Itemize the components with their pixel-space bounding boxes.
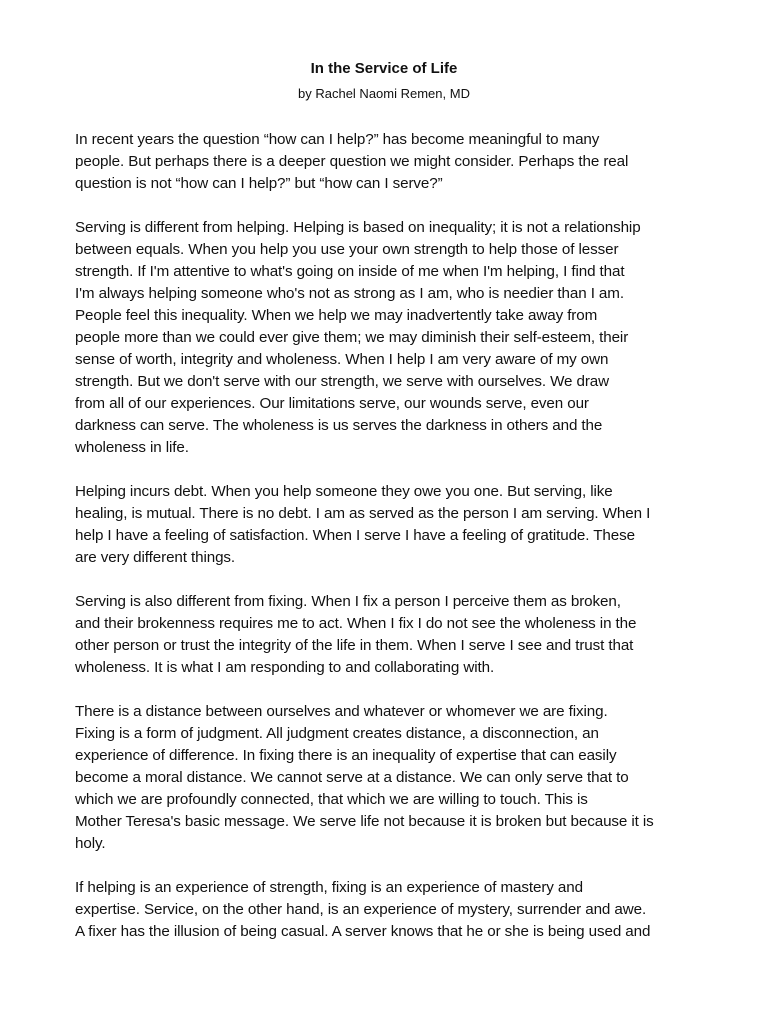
text-line: Serving is different from helping. Helping is based on inequality; it is not a relationship bbox=[75, 219, 641, 236]
paragraph bbox=[75, 591, 695, 679]
text-line: people. But perhaps there is a deeper question we might consider. Perhaps the real bbox=[75, 153, 629, 170]
text-line: and their brokenness requires me to act. When I fix I do not see the wholeness in the bbox=[75, 615, 637, 632]
text-line: people more than we could ever give them; we may diminish their self-esteem, their bbox=[75, 329, 629, 346]
paragraph bbox=[75, 217, 695, 459]
text-line: wholeness in life. bbox=[75, 439, 189, 456]
text-line: experience of difference. In fixing there is an inequality of expertise that can easily bbox=[75, 747, 617, 764]
text-line: People feel this inequality. When we help we may inadvertently take away from bbox=[75, 307, 598, 324]
text-line: from all of our experiences. Our limitations serve, our wounds serve, even our bbox=[75, 395, 589, 412]
text-line: Helping incurs debt. When you help someone they owe you one. But serving, like bbox=[75, 483, 613, 500]
text-line: expertise. Service, on the other hand, is an experience of mystery, surrender and awe. bbox=[75, 901, 647, 918]
text-line: A fixer has the illusion of being casual. A server knows that he or she is being used and bbox=[75, 923, 651, 940]
text-line: Serving is also different from fixing. When I fix a person I perceive them as broken, bbox=[75, 593, 621, 610]
document-byline: by Rachel Naomi Remen, MD bbox=[298, 86, 470, 101]
paragraph bbox=[75, 481, 695, 569]
paragraph bbox=[75, 877, 695, 943]
document-title: In the Service of Life bbox=[310, 60, 458, 77]
text-line: healing, is mutual. There is no debt. I am as served as the person I am serving. When I bbox=[75, 505, 651, 522]
paragraph bbox=[75, 129, 695, 195]
text-line: help I have a feeling of satisfaction. When I serve I have a feeling of gratitude. These bbox=[75, 527, 635, 544]
text-line: wholeness. It is what I am responding to and collaborating with. bbox=[75, 659, 495, 676]
text-line: are very different things. bbox=[75, 549, 236, 566]
text-line: holy. bbox=[75, 835, 106, 852]
text-line: There is a distance between ourselves and whatever or whomever we are fixing. bbox=[75, 703, 608, 720]
text-line: strength. If I'm attentive to what's going on inside of me when I'm helping, I find that bbox=[75, 263, 625, 280]
text-line: which we are profoundly connected, that which we are willing to touch. This is bbox=[75, 791, 588, 808]
text-line: If helping is an experience of strength, fixing is an experience of mastery and bbox=[75, 879, 583, 896]
text-line: I'm always helping someone who's not as strong as I am, who is needier than I am. bbox=[75, 285, 624, 302]
text-line: between equals. When you help you use your own strength to help those of lesser bbox=[75, 241, 619, 258]
document-body bbox=[75, 129, 695, 965]
text-line: Fixing is a form of judgment. All judgment creates distance, a disconnection, an bbox=[75, 725, 599, 742]
text-line: sense of worth, integrity and wholeness. When I help I am very aware of my own bbox=[75, 351, 609, 368]
text-line: Mother Teresa's basic message. We serve life not because it is broken but because it is bbox=[75, 813, 654, 830]
text-line: question is not “how can I help?” but “how can I serve?” bbox=[75, 175, 443, 192]
text-line: strength. But we don't serve with our strength, we serve with ourselves. We draw bbox=[75, 373, 610, 390]
paragraph bbox=[75, 701, 695, 855]
text-line: become a moral distance. We cannot serve at a distance. We can only serve that to bbox=[75, 769, 629, 786]
text-line: other person or trust the integrity of the life in them. When I serve I see and trust that bbox=[75, 637, 634, 654]
text-line: In recent years the question “how can I help?” has become meaningful to many bbox=[75, 131, 600, 148]
text-line: darkness can serve. The wholeness is us serves the darkness in others and the bbox=[75, 417, 603, 434]
